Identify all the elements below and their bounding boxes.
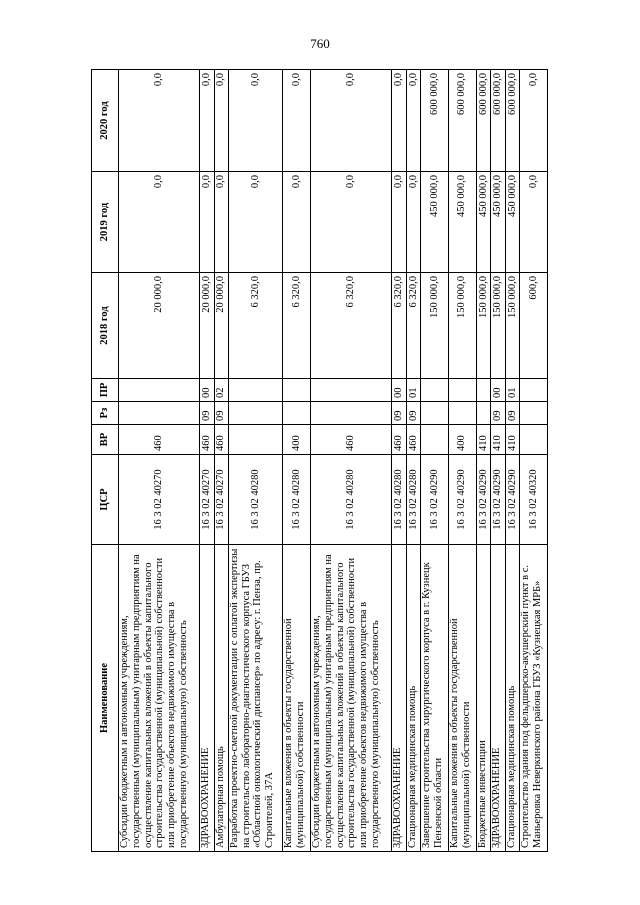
cell-2020: 0,0 <box>200 70 214 172</box>
cell-rz <box>476 402 490 425</box>
cell-2020: 600 000,0 <box>505 70 519 172</box>
cell-csr: 16 3 02 40290 <box>421 455 449 545</box>
cell-pr: 00 <box>392 379 406 402</box>
column-header-pr: ПР <box>92 379 119 402</box>
cell-2019: 0,0 <box>214 172 228 273</box>
cell-name: Бюджетные инвестиции <box>476 545 490 852</box>
column-header-2018: 2018 год <box>92 273 119 379</box>
cell-name: Субсидии бюджетным и автономным учреждениям, государственным (муниципальным) унитарным предприятиям на осуществление капитальных вложений в объекты капитального строительства государственной (муниципальной) собственности или приобретение объектов недвижимого имущества в государственную (муниципальную) собственность <box>119 545 200 852</box>
cell-2019: 450 000,0 <box>505 172 519 273</box>
table-header-row <box>92 70 119 852</box>
column-header-rz: Рз <box>92 402 119 425</box>
cell-vr <box>228 425 282 455</box>
cell-csr: 16 3 02 40320 <box>520 455 548 545</box>
cell-pr: 00 <box>200 379 214 402</box>
cell-vr: 460 <box>406 425 420 455</box>
cell-rz <box>283 402 311 425</box>
cell-2018: 150 000,0 <box>505 273 519 379</box>
cell-name: ЗДРАВООХРАНЕНИЕ <box>392 545 406 852</box>
cell-csr: 16 3 02 40290 <box>505 455 519 545</box>
budget-table <box>91 69 548 852</box>
cell-vr: 410 <box>491 425 505 455</box>
cell-csr: 16 3 02 40280 <box>283 455 311 545</box>
cell-csr: 16 3 02 40270 <box>214 455 228 545</box>
cell-vr: 460 <box>200 425 214 455</box>
cell-2020: 600 000,0 <box>448 70 476 172</box>
cell-pr: 02 <box>214 379 228 402</box>
cell-2018: 600,0 <box>520 273 548 379</box>
cell-rz: 09 <box>200 402 214 425</box>
cell-rz: 09 <box>392 402 406 425</box>
cell-rz: 09 <box>491 402 505 425</box>
cell-rz <box>228 402 282 425</box>
cell-2019: 450 000,0 <box>448 172 476 273</box>
cell-rz <box>448 402 476 425</box>
cell-pr <box>448 379 476 402</box>
cell-pr <box>520 379 548 402</box>
cell-2020: 0,0 <box>520 70 548 172</box>
cell-name: Капитальные вложения в объекты государственной (муниципальной) собственности <box>448 545 476 852</box>
column-header-2020: 2020 год <box>92 70 119 172</box>
cell-name: Стационарная медицинская помощь <box>505 545 519 852</box>
cell-name: Завершение строительства хирургического корпуса в г. Кузнецк Пензенской области <box>421 545 449 852</box>
cell-pr <box>421 379 449 402</box>
cell-vr: 460 <box>311 425 392 455</box>
cell-2019: 0,0 <box>392 172 406 273</box>
cell-csr: 16 3 02 40270 <box>119 455 200 545</box>
cell-pr: 01 <box>406 379 420 402</box>
cell-2018: 6 320,0 <box>228 273 282 379</box>
cell-2018: 20 000,0 <box>214 273 228 379</box>
table-row <box>476 70 490 852</box>
table-row <box>214 70 228 852</box>
cell-csr: 16 3 02 40280 <box>311 455 392 545</box>
cell-2020: 0,0 <box>311 70 392 172</box>
column-header-csr: ЦСР <box>92 455 119 545</box>
cell-csr: 16 3 02 40280 <box>392 455 406 545</box>
column-header-name: Наименование <box>92 545 119 852</box>
cell-vr: 410 <box>505 425 519 455</box>
cell-pr: 00 <box>491 379 505 402</box>
cell-name: Капитальные вложения в объекты государственной (муниципальной) собственности <box>283 545 311 852</box>
rotated-table-container <box>91 70 548 852</box>
cell-csr: 16 3 02 40290 <box>448 455 476 545</box>
cell-name: Разработка проектно-сметной документации с оплатой экспертизы на строительство лабораторно-диагностического корпуса ГБУЗ «Областной онкологический диспансер» по адресу: г. Пенза, пр. Строителей, 37А <box>228 545 282 852</box>
cell-2019: 0,0 <box>311 172 392 273</box>
cell-2018: 150 000,0 <box>476 273 490 379</box>
cell-csr: 16 3 02 40280 <box>406 455 420 545</box>
cell-2020: 0,0 <box>228 70 282 172</box>
cell-rz <box>119 402 200 425</box>
cell-name: Стационарная медицинская помощь <box>406 545 420 852</box>
table-header <box>92 70 119 852</box>
cell-2018: 20 000,0 <box>119 273 200 379</box>
table-row <box>200 70 214 852</box>
cell-vr <box>520 425 548 455</box>
cell-rz: 09 <box>214 402 228 425</box>
cell-rz <box>421 402 449 425</box>
table-row <box>392 70 406 852</box>
cell-2018: 150 000,0 <box>421 273 449 379</box>
table-row <box>448 70 476 852</box>
cell-rz: 09 <box>406 402 420 425</box>
cell-2018: 6 320,0 <box>311 273 392 379</box>
cell-2018: 150 000,0 <box>491 273 505 379</box>
table-row <box>505 70 519 852</box>
cell-2018: 6 320,0 <box>283 273 311 379</box>
cell-2020: 0,0 <box>119 70 200 172</box>
cell-pr <box>228 379 282 402</box>
cell-2020: 0,0 <box>406 70 420 172</box>
table-row <box>421 70 449 852</box>
cell-2019: 450 000,0 <box>476 172 490 273</box>
cell-2019: 0,0 <box>520 172 548 273</box>
cell-pr: 01 <box>505 379 519 402</box>
cell-rz: 09 <box>505 402 519 425</box>
cell-csr: 16 3 02 40270 <box>200 455 214 545</box>
table-row <box>406 70 420 852</box>
cell-2019: 450 000,0 <box>491 172 505 273</box>
table-body <box>119 70 548 852</box>
cell-2018: 6 320,0 <box>392 273 406 379</box>
cell-rz <box>311 402 392 425</box>
cell-vr: 400 <box>283 425 311 455</box>
cell-2020: 0,0 <box>392 70 406 172</box>
cell-pr <box>311 379 392 402</box>
cell-2018: 20 000,0 <box>200 273 214 379</box>
table-row <box>520 70 548 852</box>
cell-pr <box>476 379 490 402</box>
cell-2020: 600 000,0 <box>491 70 505 172</box>
cell-pr <box>283 379 311 402</box>
cell-csr: 16 3 02 40280 <box>228 455 282 545</box>
cell-2019: 0,0 <box>406 172 420 273</box>
cell-name: Амбулаторная помощь <box>214 545 228 852</box>
cell-name: ЗДРАВООХРАНЕНИЕ <box>200 545 214 852</box>
cell-2020: 0,0 <box>283 70 311 172</box>
cell-vr: 460 <box>214 425 228 455</box>
cell-vr <box>421 425 449 455</box>
cell-vr: 400 <box>448 425 476 455</box>
cell-csr: 16 3 02 40290 <box>476 455 490 545</box>
cell-2018: 150 000,0 <box>448 273 476 379</box>
page-number: 760 <box>310 36 330 51</box>
cell-2019: 450 000,0 <box>421 172 449 273</box>
cell-name: ЗДРАВООХРАНЕНИЕ <box>491 545 505 852</box>
table-row <box>119 70 200 852</box>
cell-2020: 0,0 <box>214 70 228 172</box>
cell-pr <box>119 379 200 402</box>
column-header-2019: 2019 год <box>92 172 119 273</box>
table-row <box>491 70 505 852</box>
cell-2020: 600 000,0 <box>421 70 449 172</box>
table-row <box>311 70 392 852</box>
table-row <box>283 70 311 852</box>
cell-name: Субсидии бюджетным и автономным учреждениям, государственным (муниципальным) унитарным предприятиям на осуществление капитальных вложений в объекты капитального строительства государственной (муниципальной) собственности или приобретение объектов недвижимого имущества в государственную (муниципальную) собственность <box>311 545 392 852</box>
table-row <box>228 70 282 852</box>
cell-2018: 6 320,0 <box>406 273 420 379</box>
column-header-vr: ВР <box>92 425 119 455</box>
cell-2019: 0,0 <box>228 172 282 273</box>
cell-rz <box>520 402 548 425</box>
cell-2019: 0,0 <box>283 172 311 273</box>
cell-2019: 0,0 <box>119 172 200 273</box>
cell-csr: 16 3 02 40290 <box>491 455 505 545</box>
cell-vr: 410 <box>476 425 490 455</box>
cell-name: Строительство здания под фельдшерско-акушерский пункт в с. Маньеровка Неверкинского района ГБУЗ «Кузнецкая МРБ» <box>520 545 548 852</box>
cell-vr: 460 <box>119 425 200 455</box>
cell-2020: 600 000,0 <box>476 70 490 172</box>
cell-vr: 460 <box>392 425 406 455</box>
cell-2019: 0,0 <box>200 172 214 273</box>
